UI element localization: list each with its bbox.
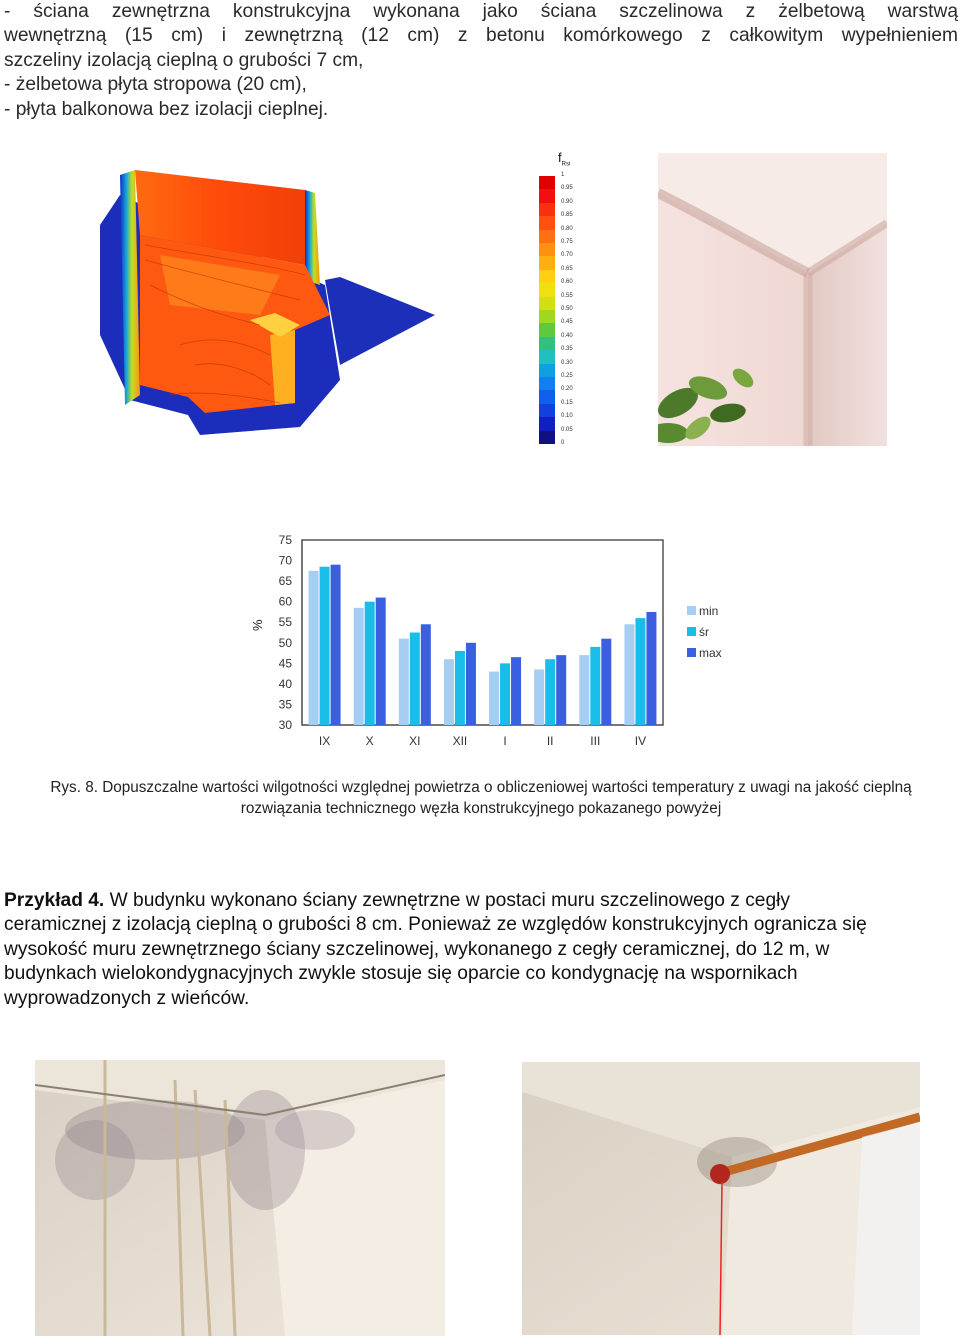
scale-swatch: [539, 431, 555, 445]
legend-swatch-max: [687, 648, 696, 657]
scale-swatch: [539, 203, 555, 217]
caption-line-2: rozwiązania technicznego węzła konstrukcyjnego pokazanego powyżej: [240, 800, 722, 817]
example-line-4: budynkach wielokondygnacyjnych zwykle stosuje się oparcie co kondygnację na wspornikach: [4, 963, 798, 985]
scale-label: 0.40: [561, 332, 573, 339]
y-tick-label: 40: [278, 676, 292, 691]
scale-swatch: [539, 364, 555, 378]
example-paragraph: [4, 889, 958, 1011]
photo-corner-plant: [658, 153, 887, 446]
scale-swatch: [539, 189, 555, 203]
scale-swatch: [539, 256, 555, 270]
scale-label: 1: [561, 172, 565, 178]
legend-label-śr: śr: [699, 625, 709, 639]
scale-title: $f_{Rsi}$: [558, 150, 571, 168]
scale-swatch: [539, 283, 555, 297]
scale-label: 0.70: [561, 252, 573, 259]
balcony-slab: [325, 277, 435, 365]
x-tick-label: II: [546, 734, 554, 748]
example-line-1: Przykład 4. W budynku wykonano ściany zewnętrzne w postaci muru szczelinowego z cegły: [4, 890, 791, 911]
scale-label: 0.80: [561, 225, 573, 232]
scale-label: 0.35: [561, 346, 573, 353]
x-tick-label: IV: [634, 734, 647, 748]
bar-max-XI: [421, 624, 431, 725]
bar-max-II: [556, 655, 566, 725]
scale-swatch: [539, 310, 555, 324]
scale-swatch: [539, 216, 555, 230]
intro-line: - żelbetowa płyta stropowa (20 cm),: [4, 74, 307, 96]
scale-label: 0.95: [561, 185, 573, 192]
scale-label: 0.90: [561, 198, 573, 205]
bar-min-XI: [399, 639, 409, 725]
example-label: Przykład 4.: [4, 890, 105, 911]
intro-line: wewnętrzną (15 cm) i zewnętrzną (12 cm) z betonu komórkowego z całkowitym wypełnieniem: [4, 25, 958, 47]
legend-label-max: max: [699, 646, 722, 660]
scale-swatch: [539, 176, 555, 190]
scale-swatch: [539, 404, 555, 418]
bar-śr-XI: [410, 633, 420, 726]
caption-line-1: Rys. 8. Dopuszczalne wartości wilgotności względnej powietrza o obliczeniowej wartości temperatury z uwagi na jakość cieplną: [50, 779, 912, 796]
scale-swatch: [539, 270, 555, 284]
scale-swatch: [539, 390, 555, 404]
bar-min-IX: [309, 571, 319, 725]
bar-max-III: [601, 639, 611, 725]
intro-line: - płyta balkonowa bez izolacji cieplnej.: [4, 98, 329, 120]
x-tick-label: X: [365, 734, 374, 748]
scale-swatch: [539, 323, 555, 337]
scale-label: 0.30: [561, 359, 573, 366]
chart-ylabel: %: [250, 619, 265, 631]
scale-label: 0.20: [561, 386, 573, 393]
legend-swatch-min: [687, 606, 696, 615]
example-line-3: wysokość muru zewnętrznego ściany szczelinowej, wykonanego z cegły ceramicznej, do 12 m, w: [4, 938, 830, 960]
x-tick-label: III: [590, 734, 601, 748]
bar-śr-III: [590, 647, 600, 725]
bar-śr-II: [545, 659, 555, 725]
bar-min-IV: [624, 624, 634, 725]
x-tick-label: I: [503, 734, 507, 748]
y-tick-label: 50: [278, 635, 292, 650]
chart-svg: [240, 528, 740, 753]
scale-label: 0.05: [561, 426, 573, 433]
scale-swatch: [539, 297, 555, 311]
scale-label: 0.25: [561, 373, 573, 379]
x-tick-label: IX: [318, 734, 331, 748]
scale-bar: [539, 176, 555, 444]
bar-max-X: [376, 598, 386, 725]
bar-min-XII: [444, 659, 454, 725]
bar-min-III: [579, 655, 589, 725]
bar-max-IV: [646, 612, 656, 725]
bar-min-X: [354, 608, 364, 725]
legend-label-min: min: [699, 604, 719, 618]
scale-labels: [561, 172, 601, 448]
curtain: [852, 1122, 920, 1335]
x-tick-label: XI: [409, 734, 421, 748]
y-tick-label: 75: [278, 533, 292, 547]
bar-max-XII: [466, 643, 476, 725]
humidity-chart: [240, 528, 740, 753]
scale-label: 0.75: [561, 239, 573, 245]
scale-swatch: [539, 417, 555, 431]
y-tick-label: 45: [278, 656, 292, 671]
bar-śr-X: [365, 602, 375, 725]
color-scale: [555, 150, 615, 450]
photo-mold-corner: [35, 1060, 445, 1336]
scale-label: 0.60: [561, 279, 573, 286]
example-line-5: wyprowadzonych z wieńców.: [4, 987, 250, 1009]
chart-yticks: [279, 533, 293, 732]
bar-max-IX: [331, 565, 341, 725]
bar-min-II: [534, 670, 544, 726]
y-tick-label: 55: [278, 615, 292, 630]
scale-label: 0.55: [561, 292, 573, 299]
scale-label: 0.65: [561, 265, 573, 272]
figure-caption: [4, 777, 958, 819]
y-tick-label: 70: [278, 553, 292, 568]
legend-swatch-śr: [687, 627, 696, 636]
rod-end-cap: [710, 1164, 730, 1184]
scale-label: 0.85: [561, 212, 573, 219]
x-tick-label: XII: [452, 734, 468, 748]
bar-śr-IV: [635, 618, 645, 725]
intro-line: - ściana zewnętrzna konstrukcyjna wykonana jako ściana szczelinowa z żelbetową warstwą: [4, 1, 958, 22]
scale-swatch: [539, 230, 555, 244]
photo-curtain-rod: [522, 1062, 920, 1335]
scale-label: 0.15: [561, 399, 573, 406]
bar-śr-I: [500, 663, 510, 725]
y-tick-label: 60: [278, 594, 292, 609]
bar-max-I: [511, 657, 521, 725]
scale-label: 0.50: [561, 306, 573, 312]
scale-swatch: [539, 337, 555, 351]
intro-line: szczeliny izolacją cieplną o grubości 7 cm,: [4, 49, 364, 71]
scale-swatch: [539, 377, 555, 391]
y-tick-label: 65: [278, 574, 292, 589]
scale-swatch: [539, 243, 555, 257]
chart-legend: [687, 604, 722, 660]
scale-label: 0.10: [561, 413, 573, 420]
bar-śr-IX: [320, 567, 330, 725]
intro-text: [4, 0, 958, 122]
chart-xticks: [319, 734, 646, 748]
example-line-2: ceramicznej z izolacją cieplną o grubości 8 cm. Ponieważ ze względów konstrukcyjnych ogranicza się: [4, 914, 867, 936]
thermal-3d-model: [100, 165, 505, 440]
bar-min-I: [489, 672, 499, 725]
y-tick-label: 35: [278, 697, 292, 712]
y-tick-label: 30: [278, 718, 292, 732]
bar-śr-XII: [455, 651, 465, 725]
scale-swatch: [539, 350, 555, 364]
scale-label: 0: [561, 440, 565, 446]
scale-label: 0.45: [561, 319, 573, 326]
